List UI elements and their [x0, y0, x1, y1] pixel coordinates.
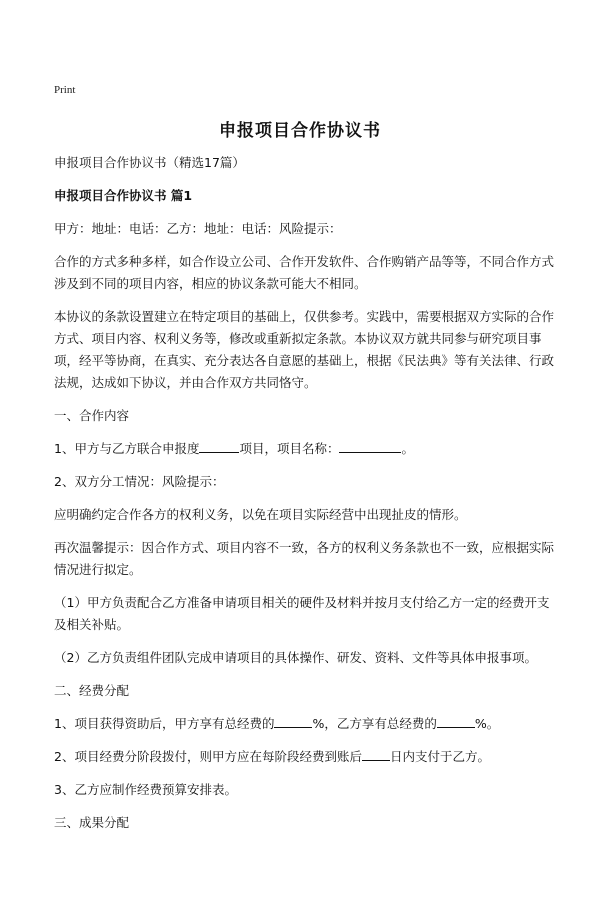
print-label: Print [54, 84, 76, 96]
clause-text: 1、甲方与乙方联合申报度 [54, 441, 200, 456]
blank-days-field [362, 748, 390, 761]
clause-budget-table: 3、乙方应制作经费预算安排表。 [54, 782, 237, 797]
clause-text: 项目，项目名称： [239, 441, 340, 456]
document-title: 申报项目合作协议书 [219, 121, 381, 141]
heading-results-allocation: 三、成果分配 [54, 815, 130, 830]
clause-text: %。 [474, 716, 500, 731]
clause-party-b-duty: （2）乙方负责组件团队完成申请项目的具体操作、研发、资料、文件等具体申报事项。 [54, 650, 537, 665]
clause-text: 1、项目获得资助后，甲方享有总经费的 [54, 716, 275, 731]
clause-text: 。 [401, 441, 414, 456]
clause-text: 日内支付于乙方。 [389, 749, 490, 764]
paragraph-reminder: 再次温馨提示：因合作方式、项目内容不一致，各方的权利义务条款也不一致，应根据实际情况进行拟定。 [54, 540, 555, 577]
blank-party-a-percent [274, 715, 312, 728]
blank-project-name-field [339, 440, 401, 453]
blank-year-field [199, 440, 239, 453]
section-heading: 申报项目合作协议书 篇1 [54, 188, 193, 203]
clause-fund-payment [54, 746, 554, 768]
document-body [54, 152, 554, 845]
subtitle: 申报项目合作协议书（精选17篇） [54, 155, 245, 170]
blank-party-b-percent [437, 715, 475, 728]
clause-division-of-work: 2、双方分工情况：风险提示： [54, 474, 225, 489]
paragraph-agreement-basis: 本协议的条款设置建立在特定项目的基础上，仅供参考。实践中，需要根据双方实际的合作方式、项目内容、权利义务等，修改或重新拟定条款。本协议双方就共同参与研究项目事项，经平等协商，在真实、充分表达各自意愿的基础上，根据《民法典》等有关法律、行政法规，达成如下协议，并由合作双方共同恪守。 [54, 309, 555, 390]
clause-joint-application [54, 438, 554, 460]
clause-party-a-duty: （1）甲方负责配合乙方准备申请项目相关的硬件及材料并按月支付给乙方一定的经费开支及相关补贴。 [54, 595, 550, 632]
heading-fund-allocation: 二、经费分配 [54, 683, 130, 698]
parties-line: 甲方：地址：电话：乙方：地址：电话：风险提示： [54, 221, 342, 236]
clause-text: 2、项目经费分阶段拨付，则甲方应在每阶段经费到账后 [54, 749, 362, 764]
paragraph-rights-obligations: 应明确约定合作各方的权利义务，以免在项目实际经营中出现扯皮的情形。 [54, 507, 467, 522]
clause-fund-share [54, 713, 554, 735]
clause-text: %，乙方享有总经费的 [312, 716, 437, 731]
heading-cooperation-content: 一、合作内容 [54, 408, 130, 423]
paragraph-cooperation-methods: 合作的方式多种多样，如合作设立公司、合作开发软件、合作购销产品等等，不同合作方式涉及到不同的项目内容，相应的协议条款可能大不相同。 [54, 254, 555, 291]
